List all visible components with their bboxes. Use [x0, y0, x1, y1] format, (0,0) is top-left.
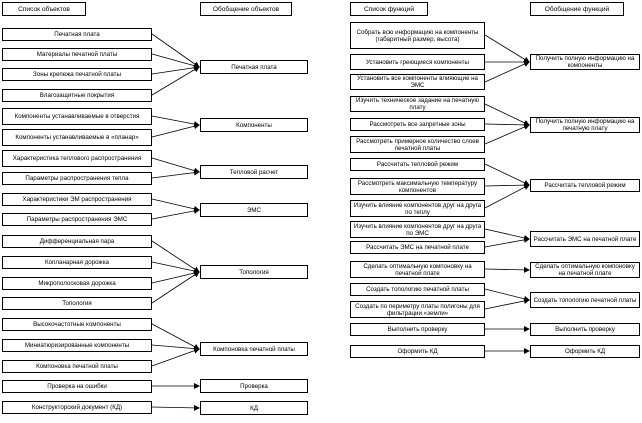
- function-make-docs: Оформить КД: [350, 345, 485, 358]
- function-calc-emc: Рассчитать ЭМС на печатной плате: [350, 241, 485, 254]
- connector-arrow: [485, 125, 529, 144]
- function-optimal-layout: Сделать оптимальную компоновку на печатной плате: [350, 261, 485, 278]
- function-forbidden-zones: Рассмотреть все запретные зоны: [350, 118, 485, 131]
- function-heating-components: Установить греющиеся компоненты: [350, 54, 485, 70]
- connector-arrow: [152, 54, 199, 67]
- fgen-emc: Рассчитать ЭМС на печатной плате: [530, 231, 640, 247]
- gen-topology: Топология: [200, 265, 308, 279]
- object-design-docs: Конструкторский документ (КД): [2, 401, 152, 414]
- fgen-thermal: Рассчитать тепловой режим: [530, 179, 640, 192]
- function-study-spec: Изучить техническое задание на печатную плату: [350, 96, 485, 112]
- connector-arrow: [485, 62, 529, 82]
- connector-arrow: [152, 34, 199, 67]
- object-hf-components: Высокочастотные компоненты: [2, 318, 152, 331]
- connector-arrow: [152, 272, 199, 303]
- connector-arrow: [485, 239, 529, 247]
- connector-arrow: [485, 300, 529, 309]
- connector-arrow: [485, 35, 529, 62]
- connector-arrow: [152, 349, 199, 366]
- gen-components: Компоненты: [200, 118, 308, 132]
- connector-arrow: [152, 199, 199, 210]
- functions-generalization-header: Обобщение функций: [530, 2, 624, 16]
- connector-arrow: [485, 269, 529, 270]
- object-pcb: Печатная плата: [2, 28, 152, 41]
- connector-arrow: [485, 164, 529, 185]
- function-gather-info: Собрать всю информацию на компоненты (габаритный размер, высота): [350, 22, 485, 49]
- function-emc-influence: Изучить влияние компонентов друг на друга по ЭМС: [350, 221, 485, 238]
- objects-header: Список объектов: [2, 2, 86, 16]
- connector-arrow: [152, 158, 199, 172]
- fgen-docs: Оформить КД: [530, 345, 640, 358]
- object-mini-components: Миниатюризированные компоненты: [2, 339, 152, 352]
- functions-header: Список функций: [350, 2, 428, 16]
- object-smd-components: Компоненты устанавливаемые в «планар»: [2, 129, 152, 146]
- object-diff-pair: Дифференциальная пара: [2, 235, 152, 248]
- connector-arrow: [152, 67, 199, 74]
- function-create-topology: Создать топологию печатной платы: [350, 283, 485, 296]
- function-verify: Выполнить проверку: [350, 323, 485, 336]
- connector-arrow: [152, 272, 199, 283]
- connector-arrow: [152, 210, 199, 219]
- function-thermal-influence: Изучить влияние компонентов друг на друга по теплу: [350, 200, 485, 217]
- object-pcb-materials: Материалы печатной платы: [2, 48, 152, 61]
- connector-arrow: [152, 125, 199, 137]
- function-emc-components: Установить все компоненты влияющие на ЭМС: [350, 74, 485, 90]
- connector-arrow: [152, 407, 199, 408]
- object-coplanar: Копланарная дорожка: [2, 256, 152, 269]
- object-em-characteristics: Характеристики ЭМ распространения: [2, 193, 152, 206]
- object-coatings: Влагозащитные покрытия: [2, 89, 152, 102]
- gen-check: Проверка: [200, 379, 308, 393]
- object-topology: Топология: [2, 297, 152, 310]
- fgen-topology: Создать топологию печатной платы: [530, 292, 640, 308]
- object-tht-components: Компоненты устанавливаемые в отверстия: [2, 108, 152, 125]
- function-ground-polygons: Создать по периметру платы полигоны для фильтрации «земли»: [350, 301, 485, 318]
- object-error-check: Проверка на ошибки: [2, 380, 152, 393]
- fgen-verify: Выполнить проверку: [530, 323, 640, 336]
- object-thermal-params: Параметры распространения тепла: [2, 172, 152, 185]
- connector-arrow: [485, 185, 529, 208]
- connector-arrow: [152, 67, 199, 95]
- connector-arrow: [485, 104, 529, 125]
- connector-arrow: [152, 116, 199, 125]
- fgen-layout: Сделать оптимальную компоновку на печатной плате: [530, 262, 640, 278]
- gen-layout: Компоновка печатной платы: [200, 342, 308, 356]
- objects-generalization-header: Обобщение объектов: [200, 2, 292, 16]
- function-max-temp: Рассмотреть максимальную температуру компонентов: [350, 178, 485, 195]
- connector-arrow: [485, 124, 529, 125]
- object-microstrip: Микрополосковая дорожка: [2, 277, 152, 290]
- object-mount-zones: Зоны крепежа печатной платы: [2, 68, 152, 81]
- object-thermal-characteristic: Характеристика теплового распространения: [2, 150, 152, 167]
- connector-arrow: [152, 172, 199, 178]
- gen-emc: ЭМС: [200, 203, 308, 217]
- object-layout: Компоновка печатной платы: [2, 360, 152, 373]
- fgen-pcb-info: Получить полную информацию на печатную плату: [530, 117, 640, 133]
- connector-arrow: [485, 185, 529, 186]
- gen-pcb: Печатная плата: [200, 60, 308, 74]
- gen-thermal: Тепловой расчет: [200, 165, 308, 179]
- function-thermal-mode: Рассчитать тепловой режим: [350, 158, 485, 171]
- function-layer-count: Рассмотреть примерное количество слоев печатной платы: [350, 136, 485, 153]
- connector-arrow: [485, 289, 529, 300]
- gen-docs: КД: [200, 401, 308, 415]
- connector-arrow: [485, 229, 529, 239]
- object-emc-params: Параметры распространения ЭМС: [2, 213, 152, 226]
- fgen-components-info: Получить полную информацию на компоненты: [530, 54, 640, 70]
